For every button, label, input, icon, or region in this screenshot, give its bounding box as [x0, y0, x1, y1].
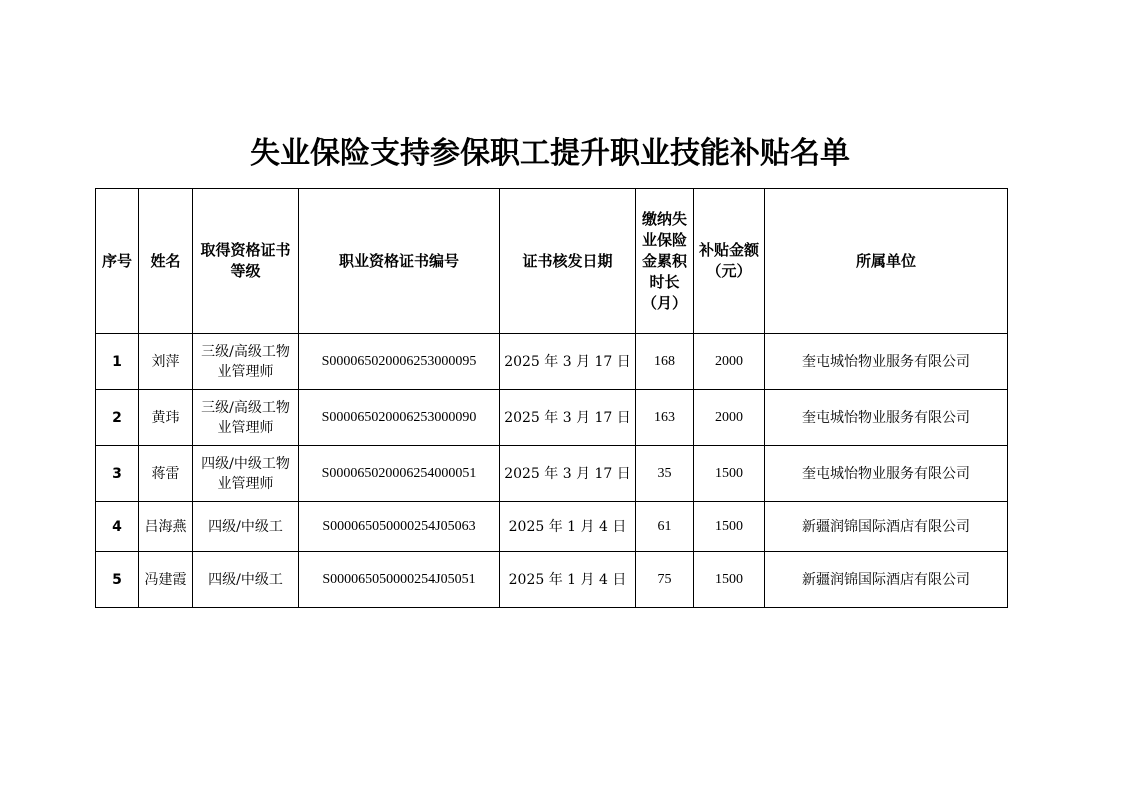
cell-amount: 2000 [694, 390, 765, 446]
cell-months: 75 [636, 552, 694, 608]
subsidy-table [95, 188, 1008, 608]
cell-unit: 奎屯城怡物业服务有限公司 [765, 334, 1008, 390]
header-cert-no: 职业资格证书编号 [299, 189, 500, 334]
cell-amount: 1500 [694, 552, 765, 608]
cell-unit: 奎屯城怡物业服务有限公司 [765, 446, 1008, 502]
cell-cert-no: S000065020006253000090 [299, 390, 500, 446]
table-row [96, 446, 1008, 502]
cell-date: 2025 年 3 月 17 日 [500, 334, 636, 390]
cell-months: 163 [636, 390, 694, 446]
cell-level: 四级/中级工物业管理师 [193, 446, 299, 502]
cell-seq: 2 [96, 390, 139, 446]
cell-seq: 1 [96, 334, 139, 390]
cell-seq: 3 [96, 446, 139, 502]
header-months: 缴纳失业保险金累积时长（月） [636, 189, 694, 334]
header-unit: 所属单位 [765, 189, 1008, 334]
cell-cert-no: S000065020006254000051 [299, 446, 500, 502]
header-level: 取得资格证书等级 [193, 189, 299, 334]
cell-date: 2025 年 1 月 4 日 [500, 502, 636, 552]
cell-months: 61 [636, 502, 694, 552]
cell-unit: 奎屯城怡物业服务有限公司 [765, 390, 1008, 446]
cell-name: 蒋雷 [139, 446, 193, 502]
cell-amount: 2000 [694, 334, 765, 390]
cell-cert-no: S000065050000254J05063 [299, 502, 500, 552]
table-row [96, 334, 1008, 390]
cell-months: 35 [636, 446, 694, 502]
header-amount: 补贴金额（元） [694, 189, 765, 334]
cell-date: 2025 年 3 月 17 日 [500, 390, 636, 446]
cell-cert-no: S000065050000254J05051 [299, 552, 500, 608]
cell-name: 刘萍 [139, 334, 193, 390]
cell-level: 四级/中级工 [193, 552, 299, 608]
cell-date: 2025 年 1 月 4 日 [500, 552, 636, 608]
table-header-row [96, 189, 1008, 334]
table-row [96, 390, 1008, 446]
header-seq: 序号 [96, 189, 139, 334]
cell-amount: 1500 [694, 446, 765, 502]
cell-name: 吕海燕 [139, 502, 193, 552]
cell-level: 三级/高级工物业管理师 [193, 334, 299, 390]
cell-cert-no: S000065020006253000095 [299, 334, 500, 390]
cell-unit: 新疆润锦国际酒店有限公司 [765, 502, 1008, 552]
cell-unit: 新疆润锦国际酒店有限公司 [765, 552, 1008, 608]
table-row [96, 552, 1008, 608]
cell-name: 黄玮 [139, 390, 193, 446]
cell-seq: 4 [96, 502, 139, 552]
cell-date: 2025 年 3 月 17 日 [500, 446, 636, 502]
page-title: 失业保险支持参保职工提升职业技能补贴名单 [250, 136, 850, 171]
table-row [96, 502, 1008, 552]
cell-level: 四级/中级工 [193, 502, 299, 552]
cell-seq: 5 [96, 552, 139, 608]
cell-level: 三级/高级工物业管理师 [193, 390, 299, 446]
header-date: 证书核发日期 [500, 189, 636, 334]
cell-name: 冯建霞 [139, 552, 193, 608]
cell-months: 168 [636, 334, 694, 390]
cell-amount: 1500 [694, 502, 765, 552]
header-name: 姓名 [139, 189, 193, 334]
